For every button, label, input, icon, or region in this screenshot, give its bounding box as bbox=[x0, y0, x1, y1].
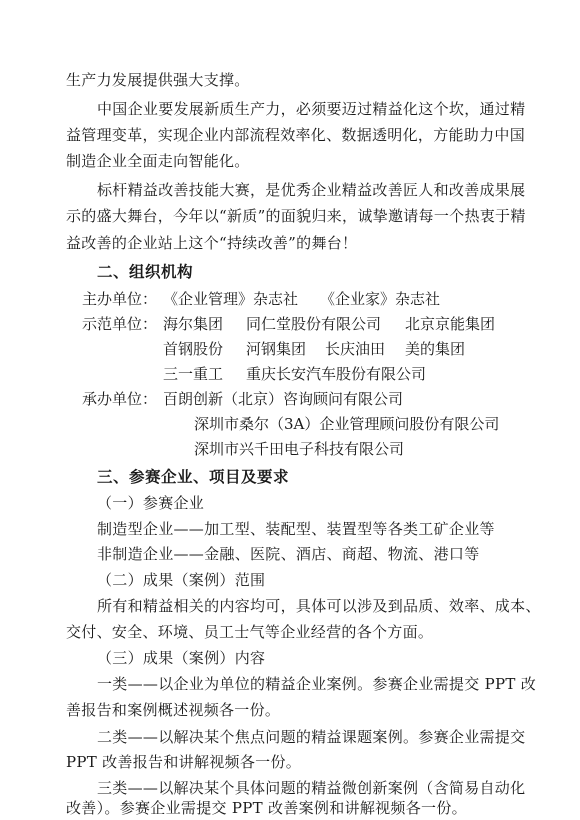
organizer-label: 承办单位： bbox=[82, 390, 158, 408]
scope-line1: 所有和精益相关的内容均可，具体可以涉及到品质、效率、成本、 bbox=[97, 597, 541, 615]
demo-unit: 美的集团 bbox=[405, 340, 466, 358]
demo-unit: 三一重工 bbox=[163, 365, 224, 383]
subheading-content: （三）成果（案例）内容 bbox=[97, 649, 266, 667]
para3-line3: 益改善的企业站上这个“持续改善”的舞台！ bbox=[66, 234, 358, 252]
scope-line2: 交付、安全、环境、员工士气等企业经营的各个方面。 bbox=[66, 623, 434, 641]
demo-unit: 北京京能集团 bbox=[405, 315, 496, 333]
host-name: 《企业管理》杂志社 bbox=[163, 290, 299, 308]
para3-line1: 标杆精益改善技能大赛，是优秀企业精益改善匠人和改善成果展 bbox=[97, 181, 526, 199]
organizer-name: 深圳市桑尔（3A）企业管理顾问股份有限公司 bbox=[194, 415, 500, 433]
subheading-participants: （一）参赛企业 bbox=[97, 494, 205, 512]
para3-line2: 示的盛大舞台，今年以“新质”的面貌归来，诚挚邀请每一个热衷于精 bbox=[66, 207, 526, 225]
demo-unit: 重庆长安汽车股份有限公司 bbox=[246, 365, 427, 383]
category2-line2: PPT 改善报告和讲解视频各一份。 bbox=[66, 753, 302, 771]
category1-line1: 一类——以企业为单位的精益企业案例。参赛企业需提交 PPT 改 bbox=[97, 675, 537, 693]
organizer-name: 深圳市兴千田电子科技有限公司 bbox=[194, 440, 405, 458]
manufacturing-line: 制造型企业——加工型、装配型、装置型等各类工矿企业等 bbox=[97, 520, 495, 538]
category3-line2: 改善）。参赛企业需提交 PPT 改善案例和讲解视频各一份。 bbox=[66, 799, 467, 817]
demo-unit: 河钢集团 bbox=[246, 340, 307, 358]
demo-unit: 长庆油田 bbox=[325, 340, 386, 358]
section-heading-participants: 三、参赛企业、项目及要求 bbox=[97, 468, 290, 486]
category2-line1: 二类——以解决某个焦点问题的精益课题案例。参赛企业需提交 bbox=[97, 728, 526, 746]
section-heading-organization: 二、组织机构 bbox=[97, 263, 194, 281]
category1-line2: 善报告和案例概述视频各一份。 bbox=[66, 701, 281, 719]
para2-line1: 中国企业要发展新质生产力，必须要迈过精益化这个坎，通过精 bbox=[97, 100, 526, 118]
organizer-name: 百朗创新（北京）咨询顾问有限公司 bbox=[163, 390, 404, 408]
demo-unit: 首钢股份 bbox=[163, 340, 224, 358]
category3-line1: 三类——以解决某个具体问题的精益微创新案例（含简易自动化 bbox=[97, 779, 526, 797]
demo-unit: 海尔集团 bbox=[163, 315, 224, 333]
host-name: 《企业家》杂志社 bbox=[320, 290, 441, 308]
para2-line2: 益管理变革，实现企业内部流程效率化、数据透明化，方能助力中国 bbox=[66, 126, 526, 144]
host-label: 主办单位： bbox=[82, 290, 158, 308]
para2-line3: 制造企业全面走向智能化。 bbox=[66, 152, 250, 170]
para1-line1: 生产力发展提供强大支撑。 bbox=[66, 71, 250, 89]
demo-unit: 同仁堂股份有限公司 bbox=[246, 315, 382, 333]
demo-label: 示范单位： bbox=[82, 315, 158, 333]
non-manufacturing-line: 非制造企业——金融、医院、酒店、商超、物流、港口等 bbox=[97, 545, 480, 563]
subheading-scope: （二）成果（案例）范围 bbox=[97, 571, 266, 589]
